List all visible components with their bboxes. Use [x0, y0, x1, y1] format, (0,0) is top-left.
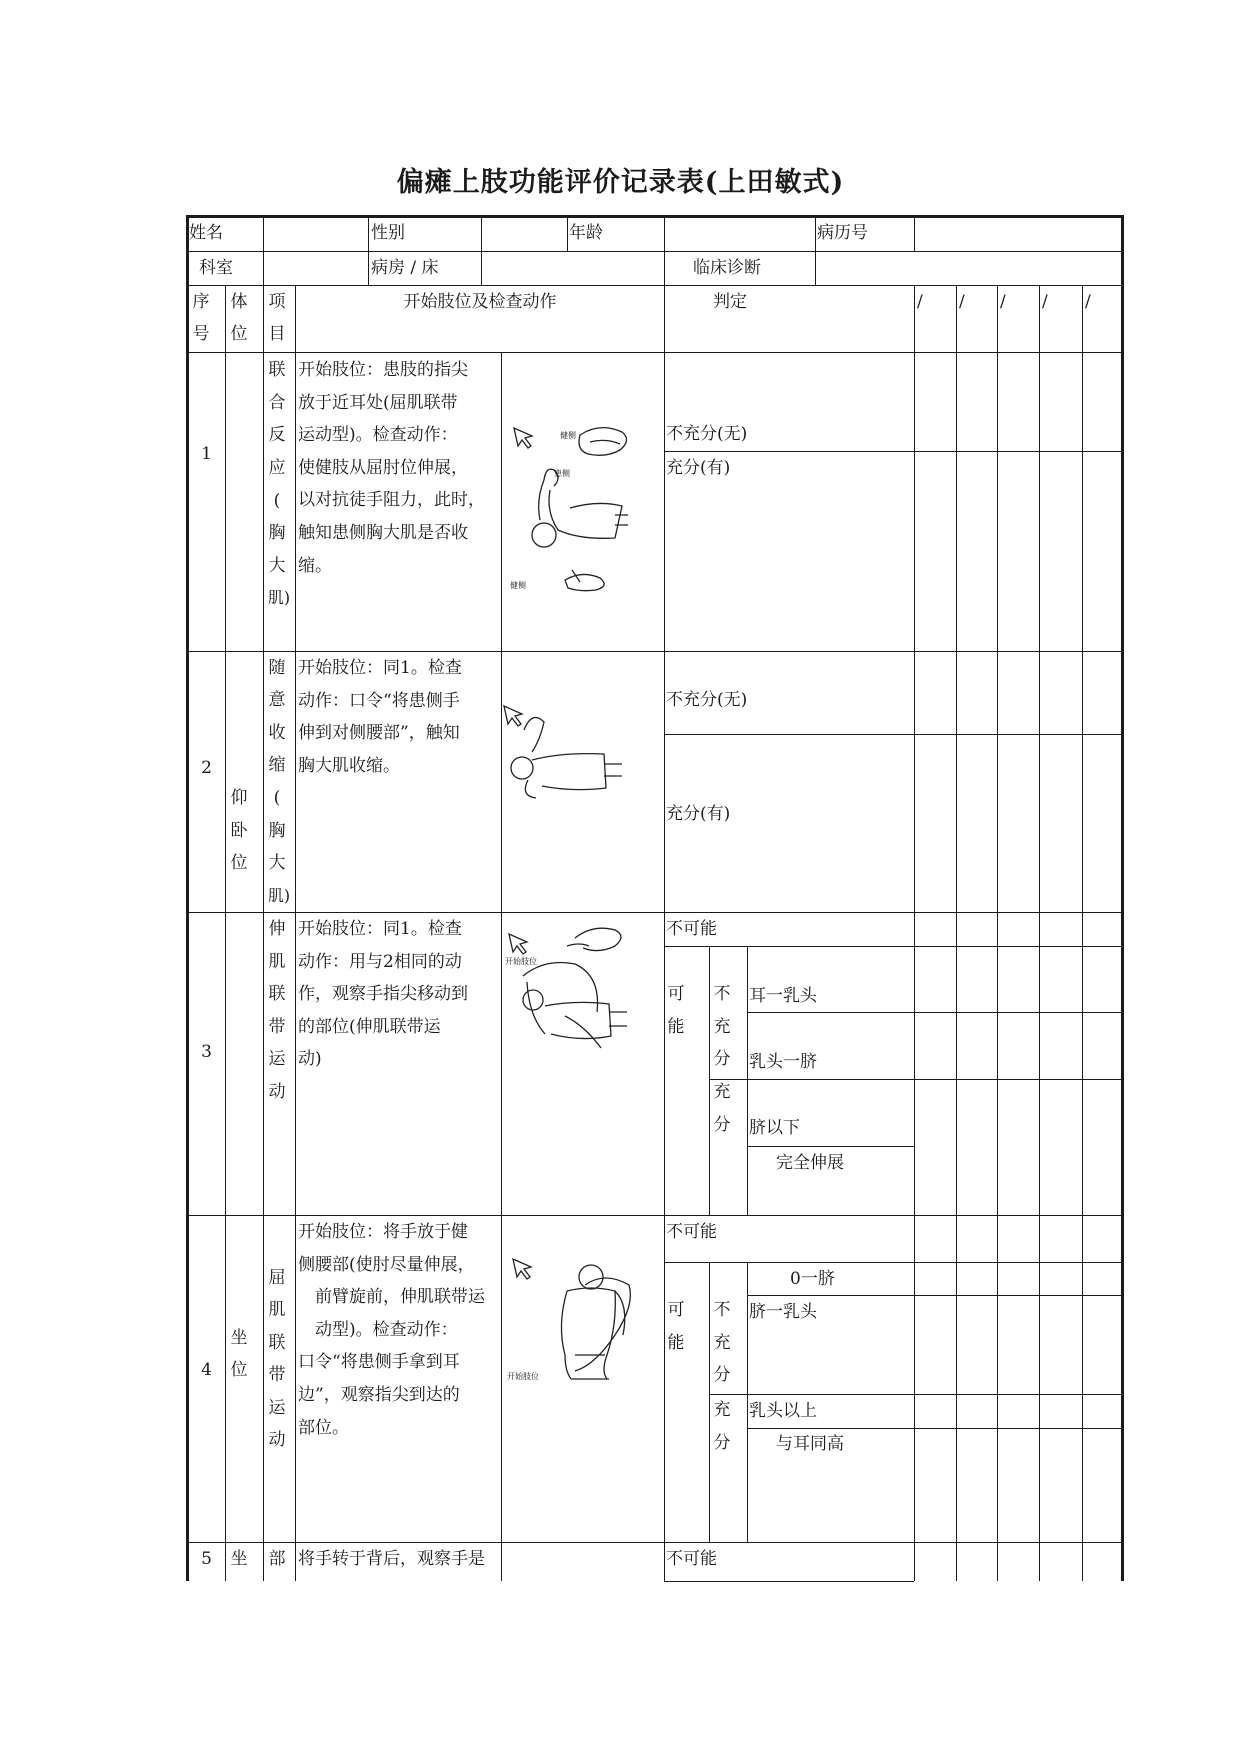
col-line-r3-possible [709, 946, 710, 1215]
slash-col-2: / [959, 292, 965, 312]
row3-desc-line: 开始肢位：同1。检查 [298, 919, 462, 939]
row1-desc-line: 放于近耳处(屈肌联带 [298, 392, 458, 413]
col-line-posture [225, 285, 226, 1581]
row2-item-char: 收 [268, 723, 286, 743]
row4-fig-label: 开始肢位 [507, 1372, 539, 1381]
action-header: 开始肢位及检查动作 [403, 292, 557, 312]
slash-col-1: / [917, 292, 923, 312]
row1-fig-label-3: 健侧 [510, 581, 526, 590]
row3-level-2: 乳头一脐 [749, 1052, 817, 1072]
item-header-1: 项 [268, 292, 286, 312]
diagnosis-label: 临床诊断 [693, 258, 761, 278]
col-line-judge-end [914, 285, 915, 1581]
record-number-label: 病历号 [817, 223, 868, 243]
posture-supine-1: 仰 [230, 788, 248, 808]
row4-item-char: 联 [268, 1333, 286, 1353]
row1-desc-line: 触知患侧胸大肌是否收 [298, 522, 468, 543]
row3-judge-impossible: 不可能 [666, 919, 717, 939]
row1-item-char: ( [273, 491, 281, 511]
row1-desc-line: 使健肢从屈肘位伸展， [298, 457, 468, 478]
col-line-r3-insufficient [747, 946, 748, 1215]
row2-seq: 2 [201, 758, 212, 778]
row1-item-char: 联 [268, 360, 286, 380]
row-line-colhead [187, 352, 1124, 353]
row2-item-char: 胸 [268, 821, 286, 841]
name-label: 姓名 [189, 223, 223, 243]
table-left-border [186, 215, 189, 1581]
table-right-border [1121, 215, 1124, 1581]
col-line-judge [664, 215, 665, 1581]
row2-judge-insufficient: 不充分(无) [666, 690, 748, 710]
row1-seq: 1 [201, 444, 212, 464]
row2-item-char: 意 [268, 690, 286, 710]
row1-item-char: 应 [268, 458, 286, 478]
sex-label: 性别 [371, 223, 405, 243]
row2-judge-sufficient: 充分(有) [666, 804, 731, 824]
row2-desc-line: 胸大肌收缩。 [298, 755, 400, 776]
row3-possible-2: 能 [667, 1017, 685, 1037]
row1-fig-label-2: 患侧 [554, 469, 570, 478]
row-line-r3-end [187, 1215, 1124, 1216]
row4-desc-line: 口令“将患侧手拿到耳 [298, 1352, 460, 1373]
row4-description [298, 1216, 502, 1444]
row4-item-char: 动 [268, 1430, 286, 1450]
row1-item-char: 胸 [268, 523, 286, 543]
row3-sufficient-2: 分 [713, 1115, 731, 1135]
row4-posture-2: 位 [230, 1360, 248, 1380]
row-line-r4-a [664, 1262, 1124, 1263]
row-line-r3-a [664, 946, 1124, 947]
row2-desc-line: 开始肢位：同1。检查 [298, 658, 462, 678]
col-line-item [263, 215, 264, 1581]
row2-item-char: 缩 [268, 755, 286, 775]
row1-desc-line: 以对抗徒手阻力，此时， [298, 490, 485, 511]
row3-insufficient-1: 不 [713, 984, 731, 1004]
row4-item-char: 运 [268, 1398, 286, 1418]
slash-col-5: / [1085, 292, 1091, 312]
row5-item: 部 [268, 1549, 286, 1569]
judge-header: 判定 [713, 292, 747, 312]
row3-level-1: 耳一乳头 [749, 986, 817, 1006]
row4-desc-line: 开始肢位：将手放于健 [298, 1222, 468, 1242]
row-line-header-2 [187, 285, 1124, 286]
row2-desc-line: 伸到对侧腰部”，触知 [298, 723, 460, 744]
row4-posture-1: 坐 [230, 1328, 248, 1348]
row3-item-char: 带 [268, 1017, 286, 1037]
row1-item-char: 肌) [267, 588, 291, 607]
row4-item-char: 带 [268, 1365, 286, 1385]
row2-desc-line: 动作：口令“将患侧手 [298, 690, 460, 711]
row4-insufficient-1: 不 [713, 1300, 731, 1320]
row5-description: 将手转于背后，观察手是 [298, 1549, 485, 1569]
row-line-r2-end [187, 912, 1124, 913]
row4-desc-line: 边”，观察指尖到达的 [298, 1384, 460, 1405]
row2-item-char: 大 [268, 853, 286, 873]
posture-header-2: 位 [230, 324, 248, 344]
row4-item-char: 肌 [268, 1300, 286, 1320]
row2-item-char: 随 [268, 658, 286, 678]
row3-level-3: 脐以下 [749, 1118, 800, 1138]
row3-desc-line: 的部位(伸肌联带运 [298, 1016, 441, 1037]
row1-desc-line: 开始肢位：患肢的指尖 [298, 360, 468, 380]
table-top-border [186, 215, 1124, 218]
row3-level-4: 完全伸展 [776, 1153, 844, 1173]
row1-description [298, 354, 502, 582]
col-line-r5-judge-box [914, 1542, 915, 1581]
item-header-2: 目 [268, 324, 286, 344]
posture-supine-3: 位 [230, 853, 248, 873]
row3-item-char: 肌 [268, 952, 286, 972]
row2-illustration [502, 700, 632, 800]
col-line-r4-possible [709, 1262, 710, 1542]
row-line-r4-end [187, 1542, 1124, 1543]
row3-possible-1: 可 [667, 984, 685, 1004]
row1-item-char: 合 [268, 393, 286, 413]
row1-judge-insufficient: 不充分(无) [666, 424, 748, 444]
row4-insufficient-2: 充 [713, 1333, 731, 1353]
row-line-r5-a [664, 1581, 914, 1582]
col-line-record-value [914, 215, 915, 252]
row4-desc-line: 前臂旋前，伸肌联带运 [315, 1287, 485, 1308]
col-line-slash-3 [997, 285, 998, 1581]
col-line-desc [295, 285, 296, 1581]
row-line-r4-b [747, 1295, 1124, 1296]
ward-bed-label: 病房 / 床 [371, 258, 439, 278]
row5-seq: 5 [201, 1549, 212, 1569]
row4-desc-line: 侧腰部(使肘尽量伸展， [298, 1254, 475, 1275]
row4-level-3: 乳头以上 [749, 1401, 817, 1421]
row5-judge-impossible: 不可能 [666, 1549, 717, 1569]
row1-judge-sufficient: 充分(有) [666, 458, 731, 478]
row2-item-char: 肌) [267, 886, 291, 905]
row4-insufficient-3: 分 [713, 1365, 731, 1385]
department-label: 科室 [199, 258, 233, 278]
slash-col-4: / [1042, 292, 1048, 312]
col-line-record-label [815, 215, 816, 285]
row3-desc-line: 动) [298, 1049, 322, 1070]
row1-desc-line: 运动型)。检查动作： [298, 425, 458, 446]
row2-item-char: ( [273, 788, 281, 808]
row5-posture: 坐 [230, 1549, 248, 1569]
row2-description [298, 652, 502, 782]
row3-sufficient-1: 充 [713, 1082, 731, 1102]
row4-illustration [505, 1255, 640, 1390]
col-line-age-label [567, 215, 568, 251]
row-line-r3-b [747, 1012, 1124, 1013]
row-line-r4-d [747, 1428, 1124, 1429]
row3-desc-line: 作，观察手指尖移动到 [298, 984, 468, 1005]
row-line-r1-end [187, 651, 1124, 652]
col-line-r4-insufficient [747, 1262, 748, 1542]
row3-seq: 3 [201, 1042, 212, 1062]
row4-level-1: 0一脐 [790, 1269, 835, 1289]
col-line-fig [501, 352, 502, 1581]
row4-seq: 4 [201, 1360, 212, 1380]
row1-item-char: 大 [268, 556, 286, 576]
row-line-header-1 [187, 251, 1124, 252]
row-line-r1-judge [664, 451, 1124, 452]
row3-item-char: 动 [268, 1082, 286, 1102]
row1-item-char: 反 [268, 425, 286, 445]
posture-header-1: 体 [230, 292, 248, 312]
row4-possible-2: 能 [667, 1333, 685, 1353]
row3-illustration [505, 916, 640, 1056]
row1-fig-label-1: 健侧 [560, 431, 576, 440]
col-line-slash-4 [1039, 285, 1040, 1581]
row1-illustration [510, 420, 640, 600]
row4-level-2: 脐一乳头 [749, 1302, 817, 1322]
age-label: 年龄 [569, 223, 603, 243]
row-line-r2-judge [664, 734, 1124, 735]
row4-judge-impossible: 不可能 [666, 1222, 717, 1242]
col-line-sex-value [481, 215, 482, 285]
row3-description [298, 913, 502, 1076]
row4-level-4: 与耳同高 [776, 1434, 844, 1454]
slash-col-3: / [1000, 292, 1006, 312]
row4-sufficient-1: 充 [713, 1400, 731, 1420]
row4-desc-line: 部位。 [298, 1417, 349, 1438]
row-line-r4-c [709, 1394, 1124, 1395]
seq-header-1: 序 [192, 292, 210, 312]
seq-header-2: 号 [192, 324, 210, 344]
row4-item-char: 屈 [268, 1268, 286, 1288]
row-line-r3-d [747, 1146, 914, 1147]
row4-possible-1: 可 [667, 1300, 685, 1320]
col-line-slash-5 [1082, 285, 1083, 1581]
col-line-sex-label [368, 215, 369, 285]
row3-insufficient-3: 分 [713, 1049, 731, 1069]
row1-desc-line: 缩。 [298, 555, 332, 576]
row3-desc-line: 动作：用与2相同的动 [298, 951, 462, 972]
document-title: 偏瘫上肢功能评价记录表(上田敏式) [396, 167, 845, 198]
row3-fig-label: 开始肢位 [505, 957, 537, 966]
row4-sufficient-2: 分 [713, 1433, 731, 1453]
row4-desc-line: 动型)。检查动作： [315, 1319, 458, 1340]
col-line-slash-2 [956, 285, 957, 1581]
row3-insufficient-2: 充 [713, 1017, 731, 1037]
row-line-r3-c [709, 1079, 1124, 1080]
row3-item-char: 运 [268, 1049, 286, 1069]
row3-item-char: 联 [268, 984, 286, 1004]
row3-item-char: 伸 [268, 919, 286, 939]
posture-supine-2: 卧 [230, 821, 248, 841]
